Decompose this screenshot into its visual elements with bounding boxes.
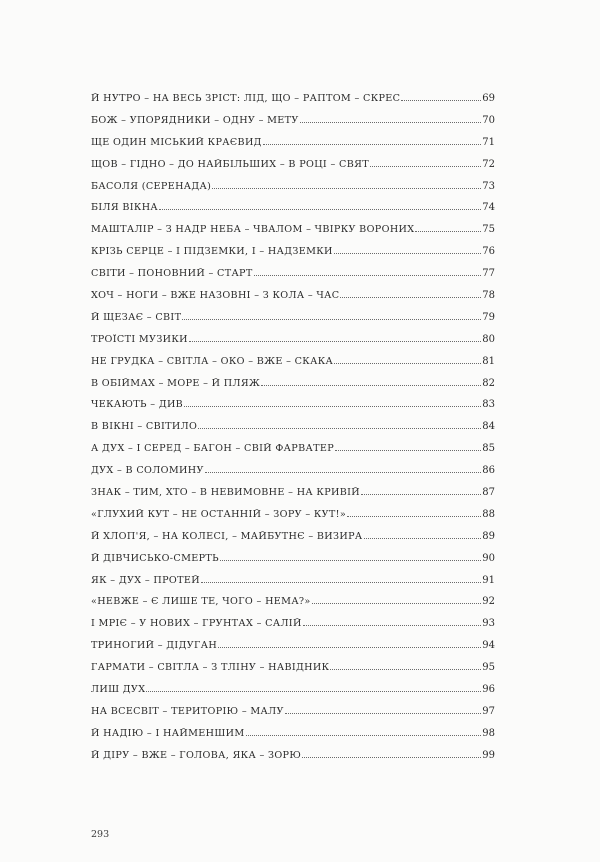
toc-entry xyxy=(91,728,495,750)
dot-leader xyxy=(302,750,481,758)
toc-entry-page: 71 xyxy=(482,136,495,148)
toc-entry xyxy=(91,399,495,421)
toc-entry-page: 96 xyxy=(482,684,495,696)
dot-leader xyxy=(218,640,481,648)
toc-entry-title: ЯК – ДУХ – ПРОТЕЙ xyxy=(91,574,200,586)
dot-leader xyxy=(159,202,481,210)
toc-entry-page: 81 xyxy=(482,355,495,367)
toc-entry xyxy=(91,378,495,400)
toc-entry-title: ТРОЇСТІ МУЗИКИ xyxy=(91,333,188,345)
toc-entry-title: ТРИНОГИЙ – ДІДУГАН xyxy=(91,640,218,652)
toc-entry-page: 86 xyxy=(482,465,495,477)
toc-entry-page: 95 xyxy=(482,662,495,674)
toc-entry-title: Й ЩЕЗАЄ – СВІТ xyxy=(91,311,182,323)
toc-entry xyxy=(91,531,495,553)
toc-entry-title: «НЕВЖЕ – Є ЛИШЕ ТЕ, ЧОГО – НЕМА?» xyxy=(91,596,311,608)
toc-entry-page: 70 xyxy=(482,114,495,126)
toc-entry-title: БОЖ – УПОРЯДНИКИ – ОДНУ – МЕТУ xyxy=(91,114,299,126)
toc-entry-title: ДУХ – В СОЛОМИНУ xyxy=(91,465,204,477)
toc-entry-page: 72 xyxy=(482,158,495,170)
toc-entry-page: 97 xyxy=(482,705,495,717)
dot-leader xyxy=(261,378,481,386)
toc-entry xyxy=(91,443,495,465)
toc-entry xyxy=(91,575,495,597)
toc-entry-page: 75 xyxy=(482,224,495,236)
toc-entry-page: 69 xyxy=(482,93,495,104)
table-of-contents xyxy=(91,93,495,772)
toc-entry-title: Й НУТРО – НА ВЕСЬ ЗРІСТ: ЛІД, ЩО – РАПТОМ – СКРЕС xyxy=(91,93,401,104)
toc-entry-title: БАСОЛЯ (СЕРЕНАДА) xyxy=(91,180,212,192)
toc-entry xyxy=(91,662,495,684)
toc-entry xyxy=(91,181,495,203)
dot-leader xyxy=(263,137,481,145)
toc-entry-page: 87 xyxy=(482,487,495,499)
dot-leader xyxy=(212,181,481,189)
dot-leader xyxy=(285,706,481,714)
toc-entry-page: 91 xyxy=(482,574,495,586)
toc-entry-page: 79 xyxy=(482,311,495,323)
toc-entry-page: 92 xyxy=(482,596,495,608)
toc-entry-title: ХОЧ – НОГИ – ВЖЕ НАЗОВНІ – З КОЛА – ЧАС xyxy=(91,290,340,302)
toc-entry-page: 85 xyxy=(482,443,495,455)
toc-entry xyxy=(91,93,495,115)
toc-entry-page: 74 xyxy=(482,202,495,214)
dot-leader xyxy=(300,115,482,123)
dot-leader xyxy=(189,334,481,342)
toc-entry-page: 93 xyxy=(482,618,495,630)
dot-leader xyxy=(184,399,481,407)
dot-leader xyxy=(401,93,481,101)
dot-leader xyxy=(335,443,481,451)
toc-entry-title: БІЛЯ ВІКНА xyxy=(91,202,159,214)
toc-entry xyxy=(91,421,495,443)
dot-leader xyxy=(334,246,482,254)
toc-entry-page: 90 xyxy=(482,552,495,564)
toc-entry-page: 78 xyxy=(482,290,495,302)
toc-entry-page: 89 xyxy=(482,530,495,542)
toc-entry-title: В ВІКНІ – СВІТИЛО xyxy=(91,421,198,433)
toc-entry-title: МАШТАЛІР – З НАДР НЕБА – ЧВАЛОМ – ЧВІРКУ ВОРОНИХ xyxy=(91,224,415,236)
dot-leader xyxy=(220,553,481,561)
toc-entry-page: 83 xyxy=(482,399,495,411)
toc-entry-page: 99 xyxy=(482,749,495,761)
toc-entry xyxy=(91,202,495,224)
toc-entry xyxy=(91,246,495,268)
toc-entry xyxy=(91,356,495,378)
dot-leader xyxy=(198,421,481,429)
toc-entry-title: Й ДІРУ – ВЖЕ – ГОЛОВА, ЯКА – ЗОРЮ xyxy=(91,749,302,761)
toc-entry-page: 88 xyxy=(482,508,495,520)
toc-entry-title: ЗНАК – ТИМ, ХТО – В НЕВИМОВНЕ – НА КРИВІЙ xyxy=(91,487,360,499)
toc-entry-title: ЩОВ – ГІДНО – ДО НАЙБІЛЬШИХ – В РОЦІ – СВЯТ xyxy=(91,158,369,170)
toc-entry xyxy=(91,596,495,618)
page-number: 293 xyxy=(91,829,110,840)
dot-leader xyxy=(246,728,482,736)
toc-entry-page: 77 xyxy=(482,268,495,280)
dot-leader xyxy=(361,487,481,495)
toc-entry-page: 73 xyxy=(482,180,495,192)
toc-entry xyxy=(91,312,495,334)
dot-leader xyxy=(205,465,482,473)
dot-leader xyxy=(146,684,481,692)
toc-entry-title: НА ВСЕСВІТ – ТЕРИТОРІЮ – МАЛУ xyxy=(91,705,284,717)
dot-leader xyxy=(334,356,481,364)
toc-entry xyxy=(91,509,495,531)
toc-entry xyxy=(91,553,495,575)
toc-entry-title: «ГЛУХИЙ КУТ – НЕ ОСТАННІЙ – ЗОРУ – КУТ!» xyxy=(91,508,347,520)
toc-entry-title: І МРІЄ – У НОВИХ – ГРУНТАХ – САЛІЙ xyxy=(91,618,302,630)
toc-entry-title: ЧЕКАЮТЬ – ДИВ xyxy=(91,399,184,411)
toc-entry xyxy=(91,159,495,181)
toc-entry xyxy=(91,618,495,640)
toc-entry xyxy=(91,224,495,246)
toc-entry xyxy=(91,684,495,706)
toc-entry-title: ЛИШ ДУХ xyxy=(91,684,146,696)
dot-leader xyxy=(201,575,481,583)
dot-leader xyxy=(312,596,482,604)
toc-entry xyxy=(91,487,495,509)
toc-entry xyxy=(91,268,495,290)
toc-entry-page: 80 xyxy=(482,333,495,345)
dot-leader xyxy=(182,312,481,320)
dot-leader xyxy=(340,290,481,298)
toc-entry xyxy=(91,640,495,662)
toc-entry-page: 98 xyxy=(482,727,495,739)
dot-leader xyxy=(364,531,482,539)
dot-leader xyxy=(370,159,481,167)
dot-leader xyxy=(303,618,482,626)
dot-leader xyxy=(415,224,481,232)
toc-entry xyxy=(91,115,495,137)
toc-entry xyxy=(91,465,495,487)
toc-entry-page: 94 xyxy=(482,640,495,652)
toc-entry-title: СВІТИ – ПОНОВНИЙ – СТАРТ xyxy=(91,268,253,280)
toc-entry xyxy=(91,334,495,356)
toc-entry-title: НЕ ГРУДКА – СВІТЛА – ОКО – ВЖЕ – СКАКА xyxy=(91,355,334,367)
dot-leader xyxy=(330,662,481,670)
toc-entry-page: 84 xyxy=(482,421,495,433)
dot-leader xyxy=(347,509,481,517)
toc-entry-title: ЩЕ ОДИН МІСЬКИЙ КРАЄВИД xyxy=(91,136,262,148)
toc-entry-title: А ДУХ – І СЕРЕД – БАГОН – СВІЙ ФАРВАТЕР xyxy=(91,443,335,455)
toc-entry xyxy=(91,750,495,772)
toc-entry-title: В ОБІЙМАХ – МОРЕ – Й ПЛЯЖ xyxy=(91,377,261,389)
toc-entry-title: Й ДІВЧИСЬКО-СМЕРТЬ xyxy=(91,552,219,564)
toc-entry xyxy=(91,137,495,159)
toc-entry-page: 76 xyxy=(482,246,495,258)
toc-entry-title: Й НАДІЮ – І НАЙМЕНШИМ xyxy=(91,727,245,739)
toc-entry xyxy=(91,290,495,312)
dot-leader xyxy=(254,268,482,276)
toc-entry xyxy=(91,706,495,728)
toc-entry-title: КРІЗЬ СЕРЦЕ – І ПІДЗЕМКИ, І – НАДЗЕМКИ xyxy=(91,246,333,258)
toc-entry-title: Й ХЛОП'Я, – НА КОЛЕСІ, – МАЙБУТНЄ – ВИЗИРА xyxy=(91,530,363,542)
toc-entry-title: ГАРМАТИ – СВІТЛА – З ТЛІНУ – НАВІДНИК xyxy=(91,662,330,674)
toc-entry-page: 82 xyxy=(482,377,495,389)
